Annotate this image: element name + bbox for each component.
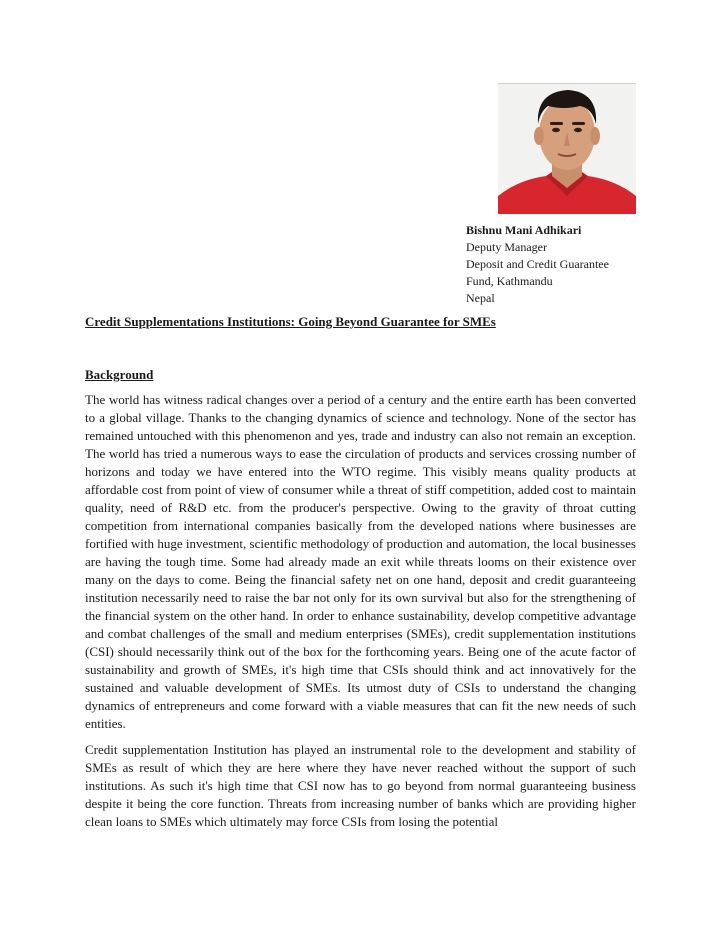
section-heading: Background (85, 367, 154, 382)
author-organization-line1: Deposit and Credit Guarantee (466, 257, 609, 271)
body-paragraph: The world has witness radical changes over a period of a century and the entire earth has been converted to a global village. Thanks to the changing dynamics of science and technology. None of the sector has remained untouched with this phenomenon and yes, trade and industry can also not remain an exception. The world has tried a numerous ways to ease the circulation of products and services crossing number of horizons and today we have entered into the WTO regime. This visibly means quality products at affordable cost from point of view of consumer while a threat of stiff competition, added cost to maintain quality, need of R&D etc. from the producer's perspective. Owing to the gravity of throat cutting competition from international companies basically from the developed nations where businesses are fortified with huge investment, scientific methodology of production and automation, the local businesses are having the tough time. Some had already made an exit while threats looms on their existence over many on the days to come. Being the financial safety net on one hand, deposit and credit guaranteeing institution necessarily need to raise the bar not only for its own survival but also for the strengthening of the financial system on the other hand. In order to enhance sustainability, develop competitive advantage and combat challenges of the small and medium enterprises (SMEs), credit supplementation institutions (CSI) should necessarily think out of the box for the forthcoming years. Being one of the acute factor of sustainability and growth of SMEs, it's high time that CSIs should think and act innovatively for the sustained and valuable development of SMEs. Its utmost duty of CSIs to understand the changing dynamics of entrepreneurs and come forward with a viable measures that can fit the new needs of such entities. (85, 392, 636, 731)
article-title: Credit Supplementations Institutions: Going Beyond Guarantee for SMEs (85, 314, 496, 329)
author-block (466, 222, 609, 307)
body-paragraph: Credit supplementation Institution has played an instrumental role to the development and stability of SMEs as result of which they are here where they have never reached without the support of such institutions. As such it's high time that CSI now has to go beyond from normal guaranteeing business despite it being the core function. Threats from increasing number of banks which are providing higher clean loans to SMEs which ultimately may force CSIs from losing the potential (85, 742, 636, 829)
author-photo (498, 83, 636, 214)
article-body (85, 391, 636, 839)
author-country: Nepal (466, 291, 495, 305)
author-portrait-image (498, 84, 636, 214)
author-name: Bishnu Mani Adhikari (466, 223, 582, 237)
author-organization-line2: Fund, Kathmandu (466, 274, 553, 288)
author-position: Deputy Manager (466, 240, 547, 254)
